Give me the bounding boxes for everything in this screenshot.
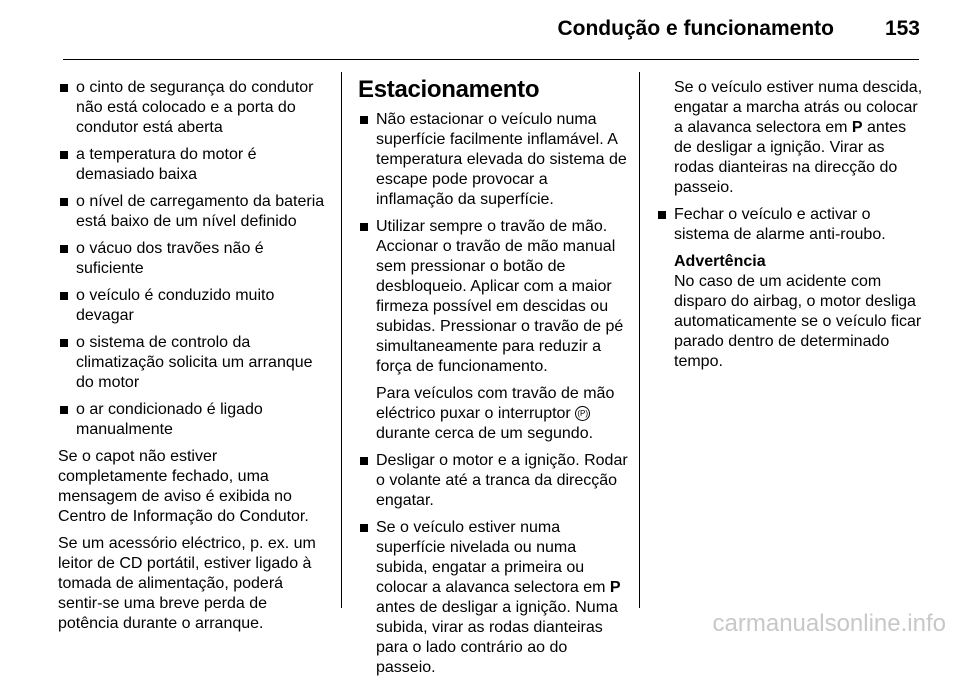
list-item: o veículo é conduzido muito devagar — [58, 286, 328, 326]
list-item: a temperatura do motor é demasiado baixa — [58, 145, 328, 185]
list-item: o cinto de segurança do condutor não está colocado e a porta do condutor está aberta — [58, 78, 328, 138]
condition-list — [58, 78, 328, 440]
warning-block — [656, 252, 928, 372]
page-title: Condução e funcionamento — [557, 17, 834, 40]
continuation-text: Se o veículo estiver numa descida, engatar a marcha atrás ou colocar a alavanca selectora em — [674, 79, 923, 136]
watermark: carmanualsonline.info — [712, 610, 946, 637]
continuation-text-end: antes de desligar a ignição. Virar as rodas dianteiras na direcção do passeio. — [674, 119, 907, 196]
continuation-paragraph — [656, 78, 928, 198]
parking-brake-icon: (P) — [575, 406, 590, 421]
list-item: o sistema de controlo da climatização solicita um arranque do motor — [58, 333, 328, 393]
warning-title: Advertência — [674, 253, 766, 270]
gear-p-label: P — [851, 119, 863, 136]
list-item — [358, 518, 628, 678]
column-left — [58, 78, 328, 641]
header-rule — [63, 59, 919, 60]
list-item-text: Utilizar sempre o travão de mão. Accionar o travão de mão manual sem pressionar o botão de desbloqueio. Aplicar com a maior firmeza possível em descidas ou subidas. Pressionar o travão de pé simultaneamente para reduzir a força de funcionamento. — [376, 218, 624, 375]
list-item — [358, 217, 628, 444]
electric-brake-text-end: durante cerca de um segundo. — [376, 425, 594, 442]
accessory-paragraph: Se um acessório eléctrico, p. ex. um leitor de CD portátil, estiver ligado à tomada de alimentação, poderá sentir-se uma breve perda de potência durante o arranque. — [58, 535, 316, 632]
page-number: 153 — [884, 17, 920, 40]
column-divider-left — [341, 72, 342, 608]
list-item-text: Se o veículo estiver numa superfície nivelada ou numa subida, engatar a primeira ou colocar a alavanca selectora em — [376, 519, 606, 596]
list-item: Desligar o motor e a ignição. Rodar o volante até a tranca da direcção engatar. — [358, 451, 628, 511]
column-divider-right — [639, 72, 640, 608]
section-heading: Estacionamento — [358, 76, 540, 103]
warning-text: No caso de um acidente com disparo do airbag, o motor desliga automaticamente se o veículo ficar parado dentro de determinado tempo. — [674, 273, 922, 370]
list-item-text-end: antes de desligar a ignição. Numa subida, virar as rodas dianteiras para o lado contrário ao do passeio. — [376, 599, 618, 676]
column-right — [656, 78, 928, 379]
column-middle — [358, 76, 628, 685]
hood-paragraph: Se o capot não estiver completamente fechado, uma mensagem de aviso é exibida no Centro de Informação do Condutor. — [58, 448, 309, 525]
gear-p-label: P — [609, 579, 621, 596]
list-item: o ar condicionado é ligado manualmente — [58, 400, 328, 440]
list-item: o nível de carregamento da bateria está baixo de um nível definido — [58, 192, 328, 232]
electric-brake-note — [376, 384, 628, 444]
electric-brake-text: Para veículos com travão de mão eléctrico puxar o interruptor — [376, 385, 615, 422]
parking-list — [358, 110, 628, 678]
page-header — [0, 0, 960, 62]
list-item: Não estacionar o veículo numa superfície facilmente inflamável. A temperatura elevada do sistema de escape pode provocar a inflamação da superfície. — [358, 110, 628, 210]
list-item: o vácuo dos travões não é suficiente — [58, 239, 328, 279]
alarm-list — [656, 205, 928, 245]
list-item: Fechar o veículo e activar o sistema de alarme anti-roubo. — [656, 205, 928, 245]
